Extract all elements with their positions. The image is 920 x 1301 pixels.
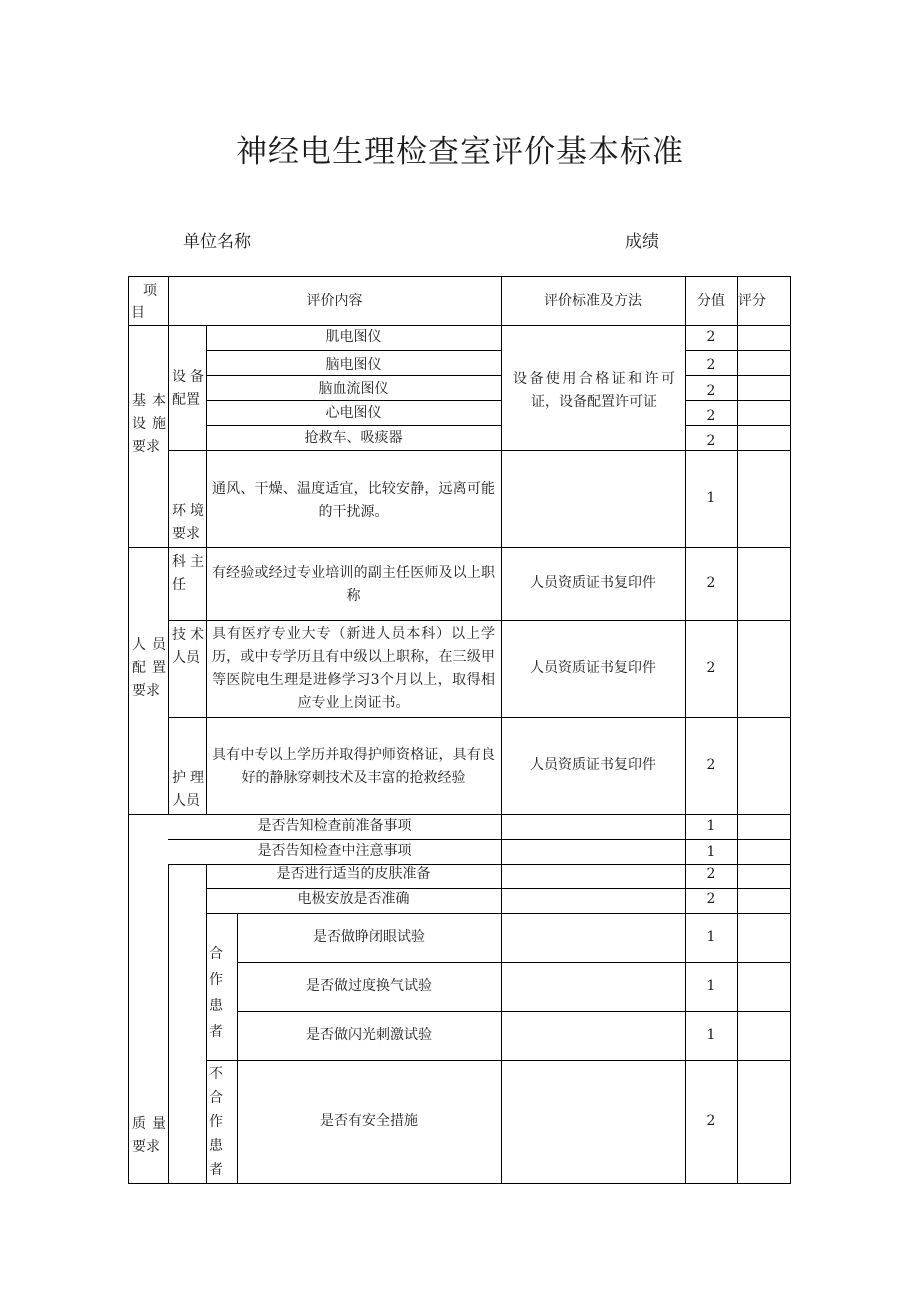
cooperative-item: 是否做睁闭眼试验 (313, 929, 425, 945)
staff-content: 具有医疗专业大专（新进人员本科）以上学历，或中专学历且有中级以上职称，在三级甲等医院电生理是进修学习3个月以上，取得相应专业上岗证书。 (212, 626, 495, 711)
cooperative-patient-label: 合作患者 (209, 946, 223, 1040)
staff-role-label: 科主任 (172, 554, 204, 593)
staff-standard: 人员资质证书复印件 (530, 575, 656, 591)
cooperative-item: 是否做过度换气试验 (306, 978, 432, 994)
score-label: 成绩 (625, 232, 659, 252)
quality-value: 1 (706, 818, 716, 834)
quality-category-label: 质量要求 (132, 1116, 166, 1155)
equipment-name: 肌电图仪 (325, 329, 382, 345)
quality-value: 1 (706, 844, 716, 860)
staff-content: 有经验或经过专业培训的副主任医师及以上职称 (212, 565, 495, 604)
equipment-value: 2 (706, 329, 716, 345)
staff-value: 2 (706, 757, 716, 773)
header-item: 项目 (131, 283, 157, 321)
equipment-standard: 设备使用合格证和许可证，设备配置许可证 (513, 371, 675, 410)
quality-item: 电极安放是否准确 (297, 891, 410, 907)
cooperative-value: 1 (706, 978, 716, 994)
header-standard: 评价标准及方法 (544, 292, 642, 309)
staff-value: 2 (706, 660, 716, 676)
cooperative-item: 是否做闪光刺激试验 (306, 1027, 432, 1043)
equipment-value: 2 (706, 357, 716, 373)
equipment-name: 脑电图仪 (325, 357, 382, 373)
quality-value: 2 (706, 866, 716, 882)
basic-category-label: 基本设施要求 (132, 393, 166, 455)
staff-role-label: 护理人员 (172, 770, 204, 809)
equipment-value: 2 (706, 383, 716, 399)
quality-item: 是否告知检查前准备事项 (257, 818, 412, 834)
environment-value: 1 (706, 490, 716, 506)
equipment-label: 设备配置 (172, 369, 204, 408)
page-title: 神经电生理检查室评价基本标准 (236, 134, 684, 170)
quality-item: 是否进行适当的皮肤准备 (276, 866, 431, 882)
staff-content: 具有中专以上学历并取得护师资格证，具有良好的静脉穿刺技术及丰富的抢救经验 (212, 747, 495, 786)
staff-standard: 人员资质证书复印件 (530, 660, 656, 676)
equipment-name: 脑血流图仪 (318, 381, 389, 397)
environment-label: 环境要求 (172, 503, 204, 542)
cooperative-value: 1 (706, 929, 716, 945)
staff-category-label: 人员配置要求 (132, 637, 166, 699)
cooperative-value: 1 (706, 1027, 716, 1043)
staff-standard: 人员资质证书复印件 (530, 757, 656, 773)
unit-name-label: 单位名称 (183, 232, 251, 252)
noncooperative-item: 是否有安全措施 (320, 1113, 418, 1129)
equipment-name: 抢救车、吸痰器 (304, 430, 403, 446)
header-content: 评价内容 (306, 292, 363, 309)
noncooperative-value: 2 (706, 1113, 716, 1129)
equipment-name: 心电图仪 (325, 405, 382, 421)
staff-value: 2 (706, 575, 716, 591)
header-score: 评分 (738, 292, 766, 309)
header-value: 分值 (697, 292, 725, 309)
staff-role-label: 技术人员 (172, 627, 204, 666)
environment-content: 通风、干燥、温度适宜，比较安静，远离可能的干扰源。 (212, 481, 495, 520)
equipment-value: 2 (706, 433, 716, 449)
equipment-value: 2 (706, 408, 716, 424)
quality-item: 是否告知检查中注意事项 (257, 843, 412, 859)
quality-value: 2 (706, 891, 716, 907)
noncooperative-patient-label: 不合作患者 (209, 1066, 223, 1178)
